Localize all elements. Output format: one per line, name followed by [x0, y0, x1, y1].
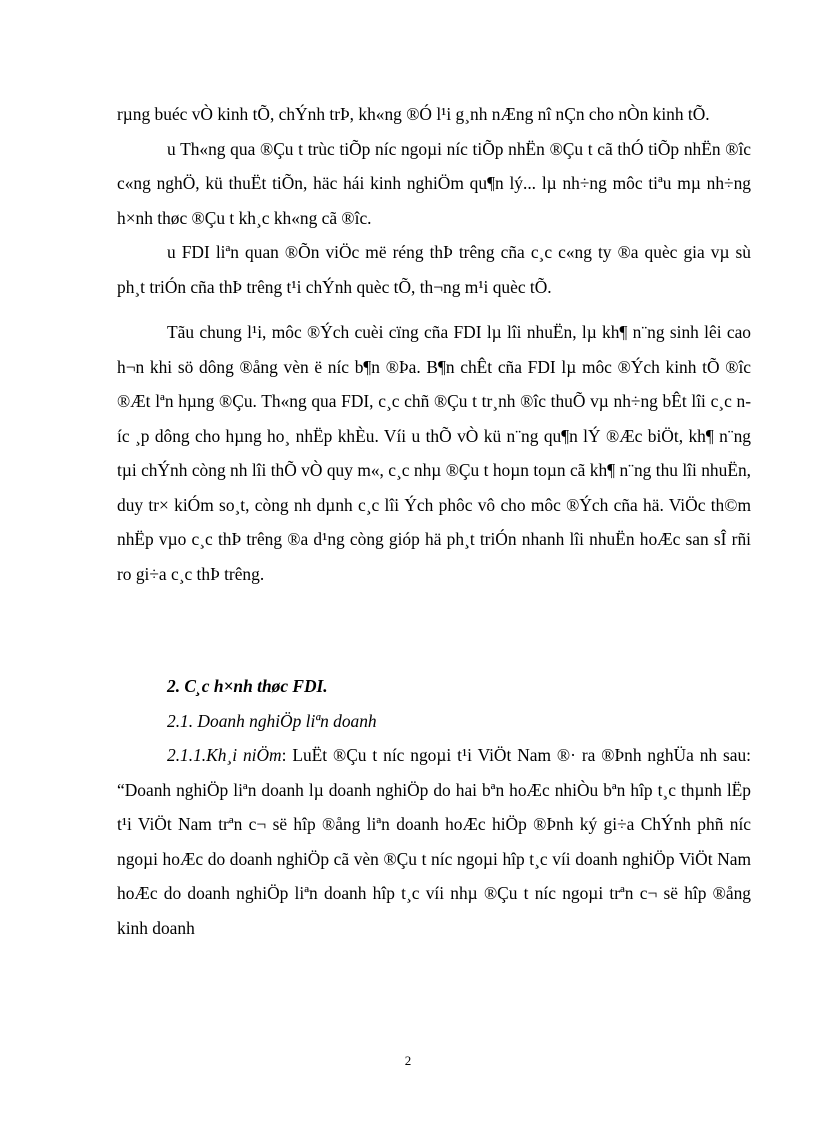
document-body	[117, 97, 751, 945]
paragraph-summary: Tãu chung l¹i, môc ®Ých cuèi cïng cña FDI lµ lîi nhuËn, lµ kh¶ n¨ng sinh lêi cao h¬n khi sö dông ®ång vèn ë níc b¶n ®Þa. B¶n chÊt cña FDI lµ môc ®Ých kinh tÕ ®îc ®Æt lªn hµng ®Çu. Th«ng qua FDI, c¸c chñ ®Çu t tr¸nh ®îc thuÕ vµ nh÷ng bÊt lîi c¸c níc ¸p dông cho hµng ho¸ nhËp khÈu. Víi u thÕ vÒ kü n¨ng qu¶n lÝ ®Æc biÖt, kh¶ n¨ng tµi chÝnh còng nh lîi thÕ vÒ quy m«, c¸c nhµ ®Çu t hoµn toµn cã kh¶ n¨ng thu lîi nhuËn, duy tr× kiÓm so¸t, còng nh dµnh c¸c lîi Ých phôc vô cho môc ®Ých cña hä. ViÖc th©m nhËp vµo c¸c thÞ trêng ®a d¹ng còng gióp hä ph¸t triÓn nhanh lîi nhuËn hoÆc san sÎ rñi ro gi÷a c¸c thÞ trêng.	[117, 322, 751, 584]
paragraph-market-expansion: u FDI liªn quan ®Õn viÖc më réng thÞ trêng cña c¸c c«ng ty ®a quèc gia vµ sù ph¸t triÓn cña thÞ trêng t¹i chÝnh quèc tÕ, th¬ng m¹i quèc tÕ.	[117, 242, 751, 297]
definition-text: : LuËt ®Çu t níc ngoµi t¹i ViÖt Nam ®· ra ®Þnh nghÜa nh sau: “Doanh nghiÖp liªn doanh lµ doanh nghiÖp do hai bªn hoÆc nhiÒu bªn hîp t¸c thµnh lËp t¹i ViÖt Nam trªn c¬ së hîp ®ång liªn doanh hoÆc hiÖp ®Þnh ký gi÷a ChÝnh phñ níc ngoµi hoÆc do doanh nghiÖp cã vèn ®Çu t níc ngoµi hîp t¸c víi doanh nghiÖp ViÖt Nam hoÆc do doanh nghiÖp liªn doanh hîp t¸c víi nhµ ®Çu t níc ngoµi trªn c¬ së hîp ®ång kinh doanh	[117, 745, 751, 938]
definition-label: 2.1.1.Kh¸i niÖm	[167, 745, 282, 765]
paragraph-technology-transfer: u Th«ng qua ®Çu t trùc tiÕp níc ngoµi níc tiÕp nhËn ®Çu t cã thÓ tiÕp nhËn ®îc c«ng nghÖ, kü thuËt tiÕn, häc hái kinh nghiÖm qu¶n lý... lµ nh÷ng môc tiªu mµ nh÷ng h×nh thøc ®Çu t kh¸c kh«ng cã ®îc.	[117, 138, 751, 228]
subsection-heading-joint-venture: 2.1. Doanh nghiÖp liªn doanh	[167, 710, 377, 731]
paragraph-definition	[117, 738, 751, 945]
section-heading-fdi-forms: 2. C¸c h×nh thøc FDI.	[167, 676, 328, 696]
paragraph-intro-continuation: rµng buéc vÒ kinh tÕ, chÝnh trÞ, kh«ng ®Ó l¹i g¸nh nÆng nî nÇn cho nÒn kinh tÕ.	[117, 104, 710, 124]
page-number: 2	[404, 1053, 412, 1068]
